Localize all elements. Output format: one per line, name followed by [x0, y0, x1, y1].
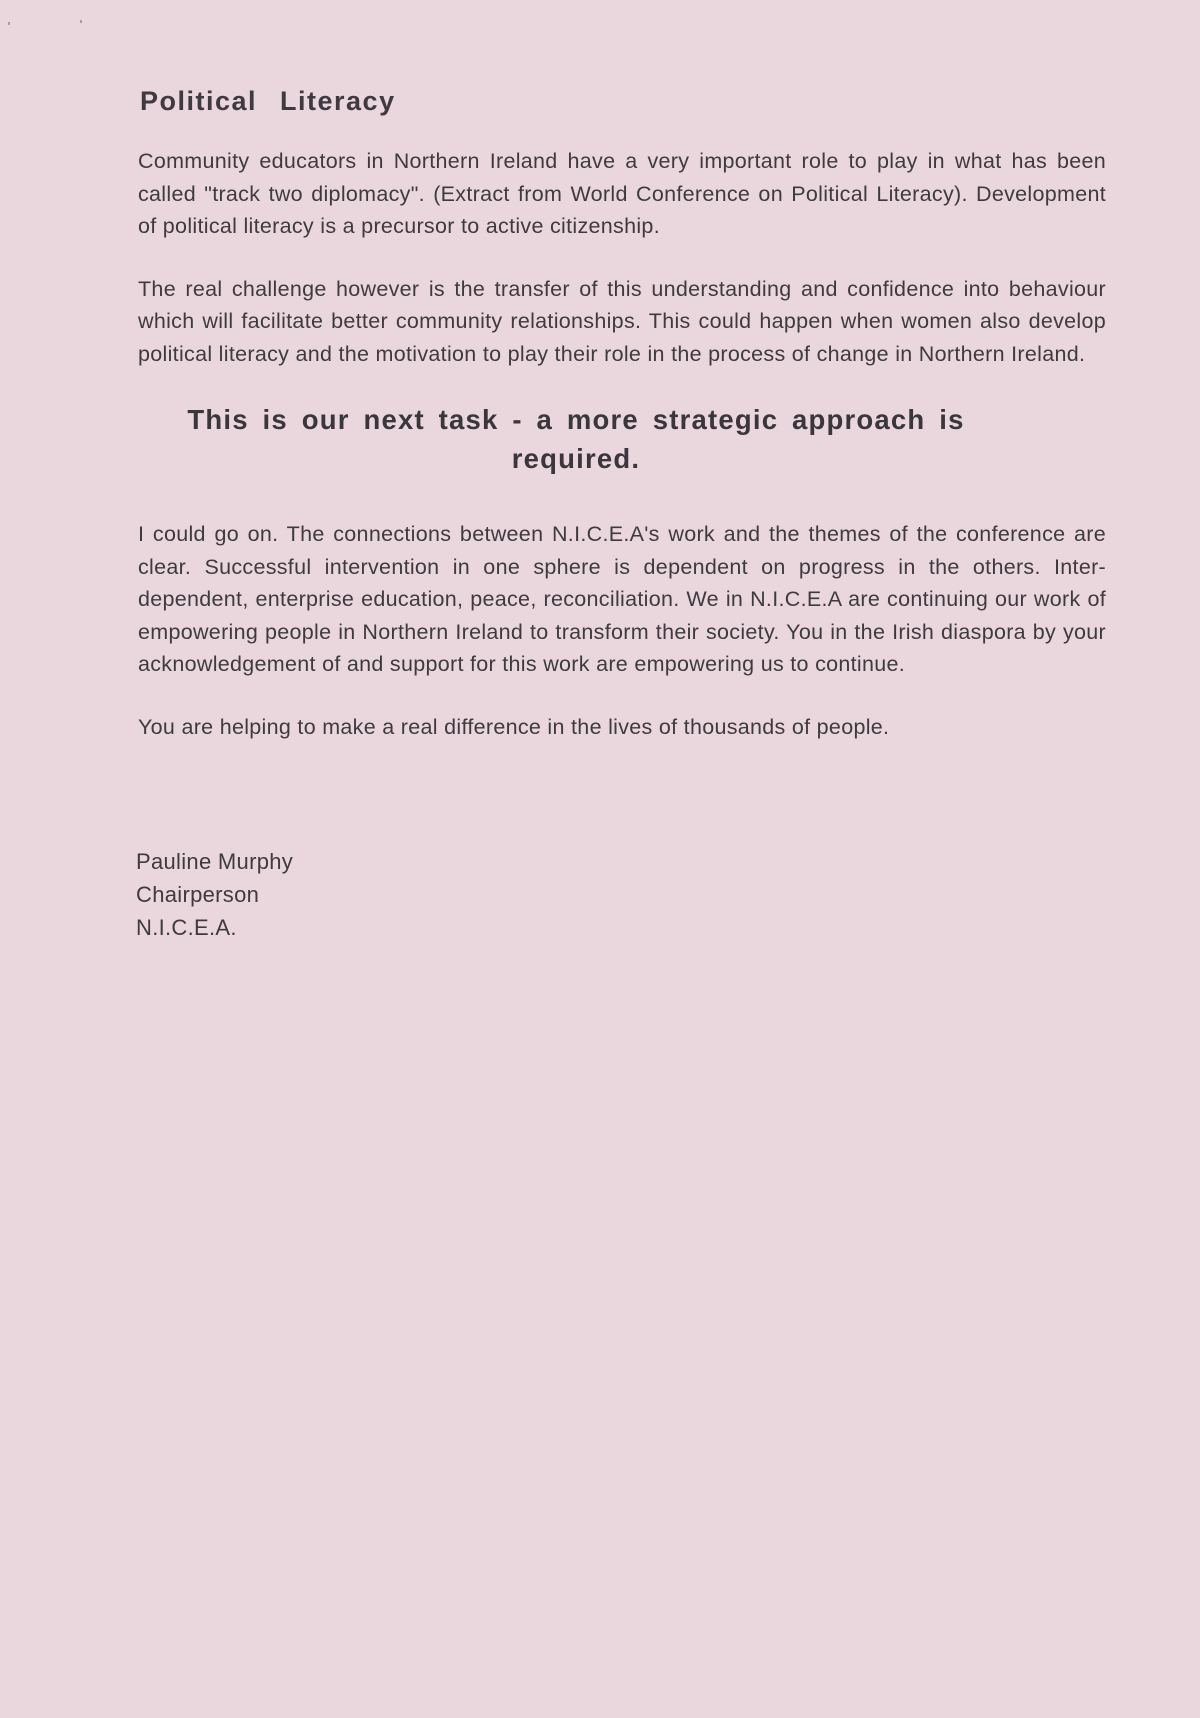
- signatory-organisation: N.I.C.E.A.: [136, 915, 237, 940]
- paragraph-track-two-diplomacy: Community educators in Northern Ireland have a very important role to play in what has been called "track two diplomacy". (Extract from World Conference on Political Literacy). Development of political literacy is a precursor to active citizenship.: [138, 149, 1106, 238]
- paragraph-real-challenge: The real challenge however is the transfer of this understanding and confidence into behaviour which will facilitate better community relationships. This could happen when women also develop political literacy and the motivation to play their role in the process of change in Northern Ireland.: [138, 276, 1106, 366]
- section-heading: Political Literacy: [140, 86, 396, 116]
- paragraph-closing: You are helping to make a real difference in the lives of thousands of people.: [138, 714, 890, 739]
- signature-block: [136, 845, 1106, 944]
- signatory-title: Chairperson: [136, 882, 260, 907]
- paragraph-connections: I could go on. The connections between N.I.C.E.A's work and the themes of the conference are clear. Successful intervention in one sphere is dependent on progress in the others. Inter-dependent, enterprise education, peace, reconciliation. We in N.I.C.E.A are continuing our work of empowering people in Northern Ireland to transform their society. You in the Irish diaspora by your acknowledgement of and support for this work are empowering us to continue.: [138, 522, 1106, 676]
- emphasis-statement: This is our next task - a more strategic approach is required.: [187, 404, 965, 474]
- signatory-name: Pauline Murphy: [136, 849, 294, 874]
- scan-speck: [8, 22, 10, 25]
- scan-speck: [80, 20, 82, 23]
- document-body: [136, 86, 1106, 944]
